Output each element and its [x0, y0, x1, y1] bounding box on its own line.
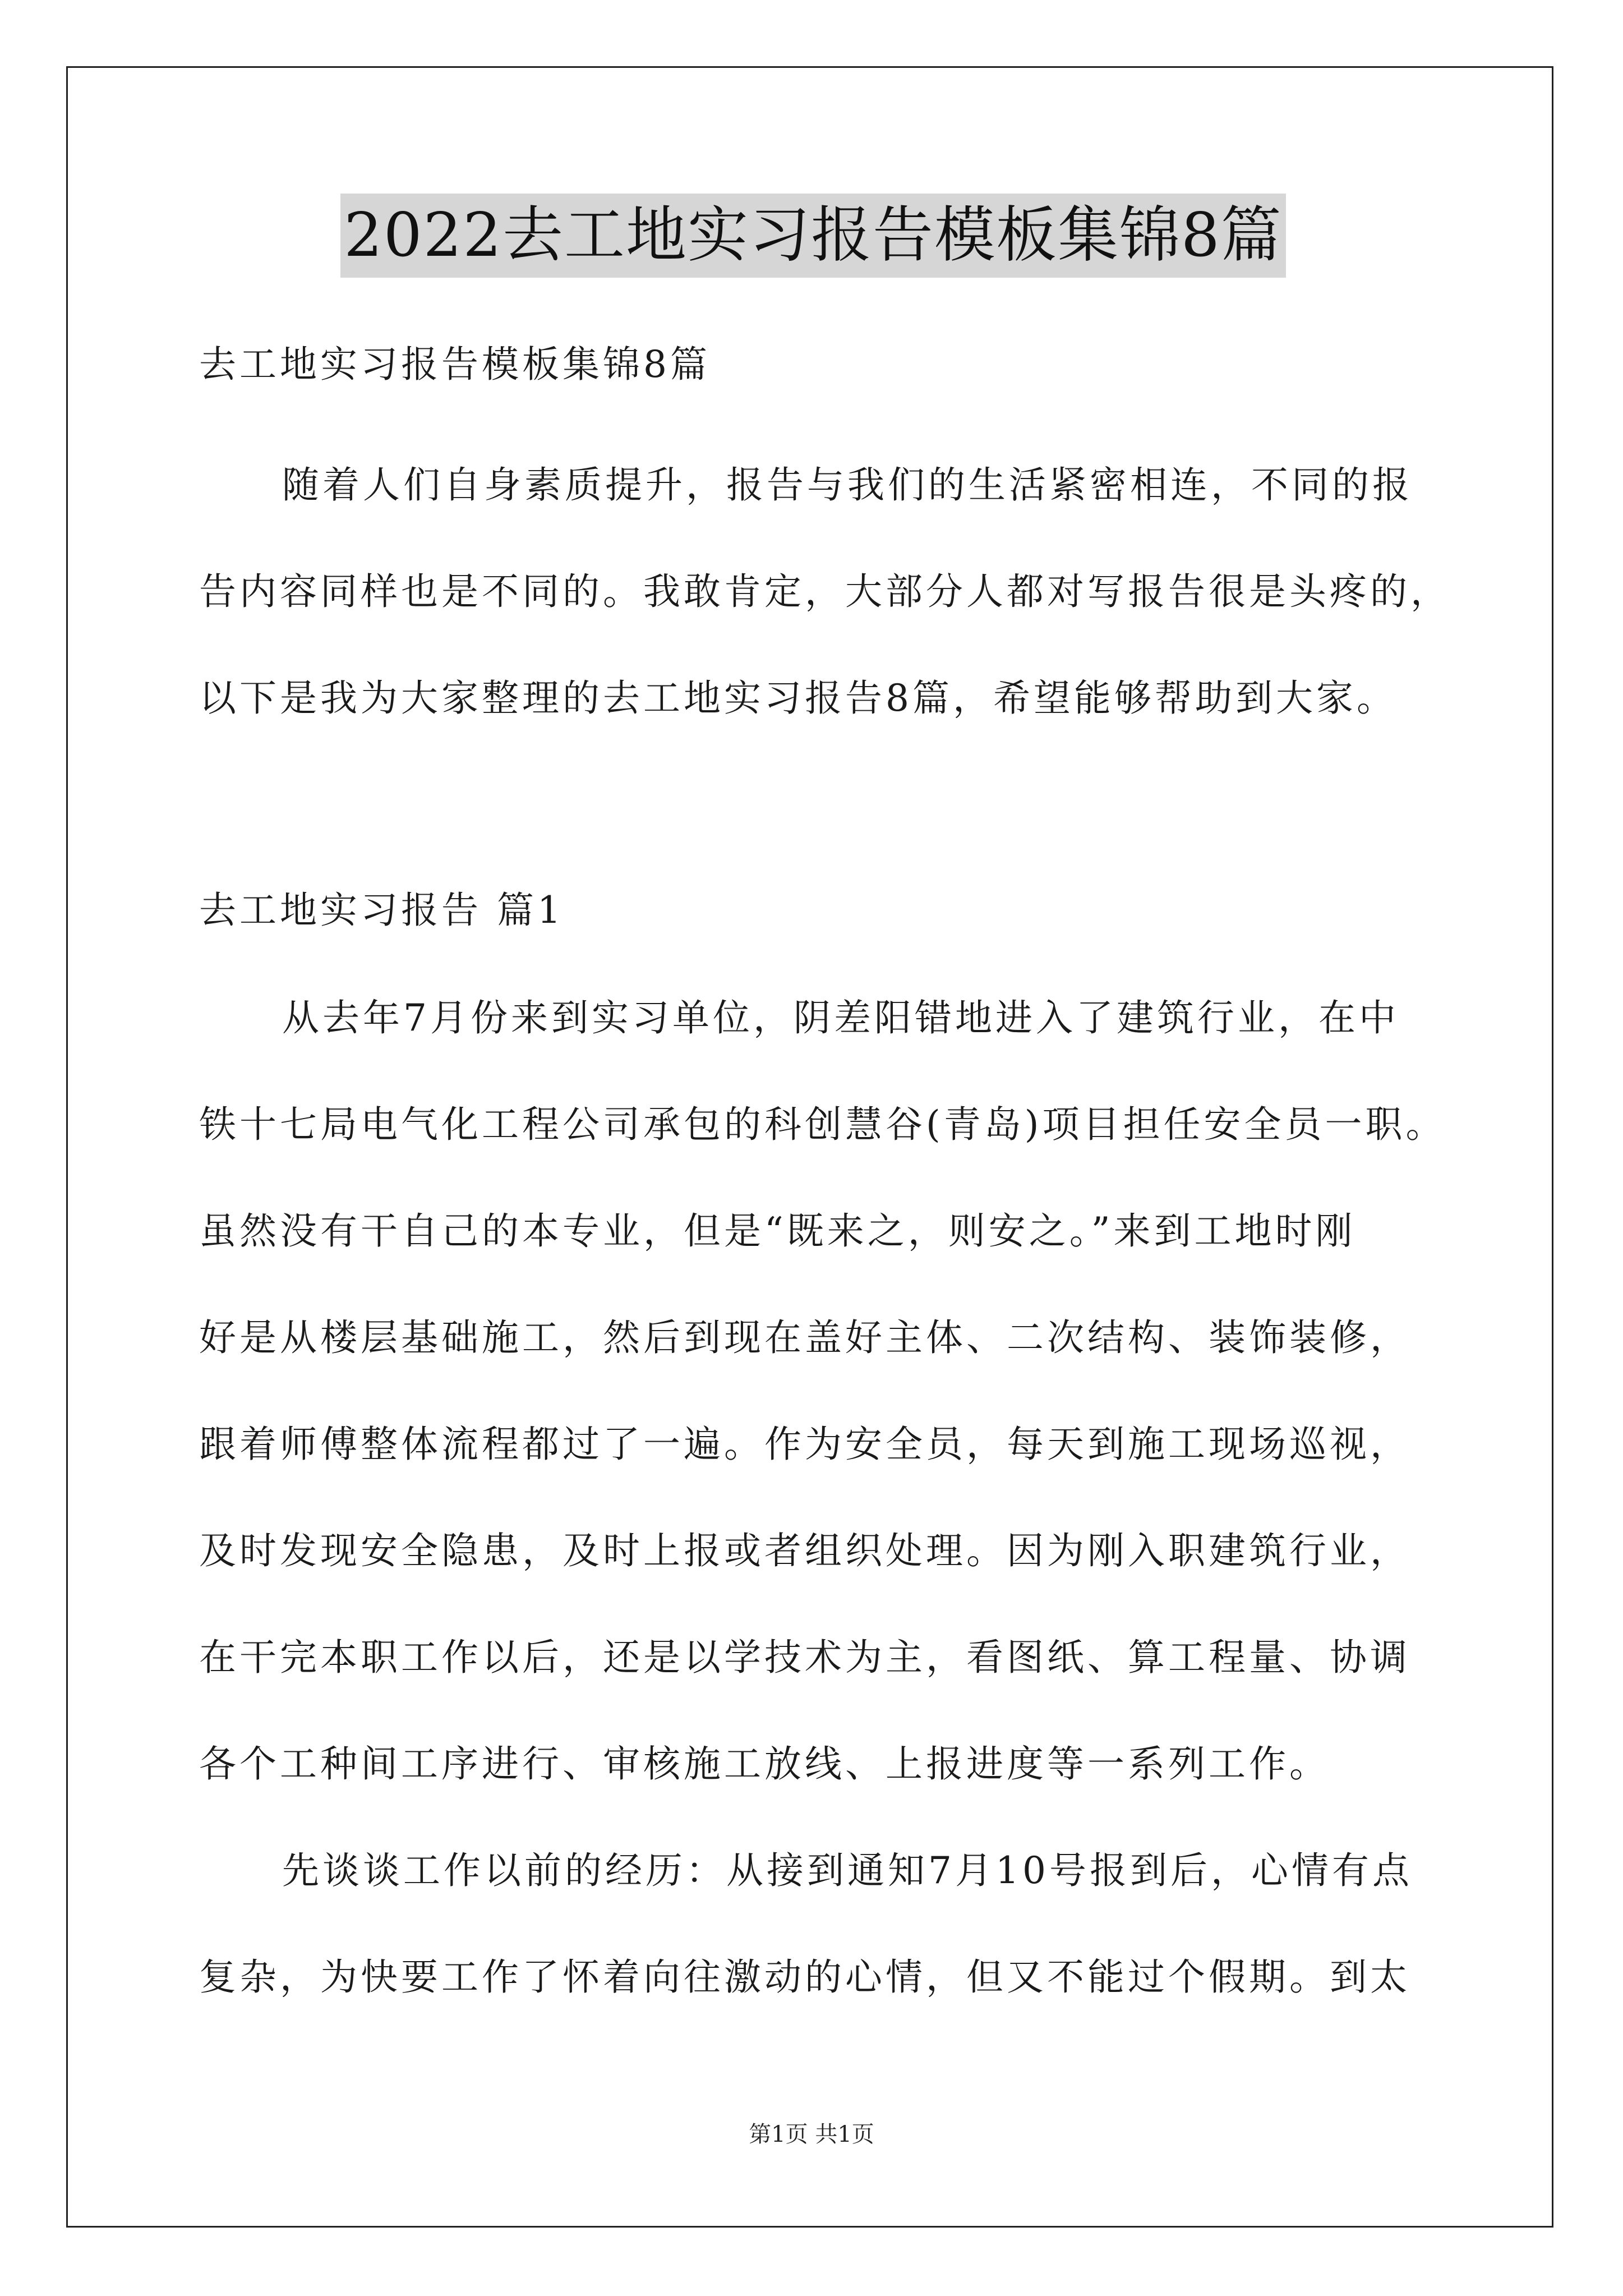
document-title: 2022去工地实习报告模板集锦8篇 — [340, 194, 1286, 278]
paragraph-line: 先谈谈工作以前的经历：从接到通知7月10号报到后，心情有点 — [282, 1849, 1413, 1892]
paragraph-line: 告内容同样也是不同的。我敢肯定，大部分人都对写报告很是头疼的， — [199, 570, 1451, 613]
document-title-wrap — [199, 194, 1427, 278]
paragraph-line: 以下是我为大家整理的去工地实习报告8篇，希望能够帮助到大家。 — [199, 677, 1397, 720]
paragraph-line: 随着人们自身素质提升，报告与我们的生活紧密相连，不同的报 — [282, 463, 1413, 507]
paragraph-line: 复杂，为快要工作了怀着向往激动的心情，但又不能过个假期。到太 — [199, 1955, 1410, 1999]
paragraph-line: 好是从楼层基础施工，然后到现在盖好主体、二次结构、装饰装修， — [199, 1316, 1410, 1359]
paragraph-line: 从去年7月份来到实习单位，阴差阳错地进入了建筑行业，在中 — [282, 996, 1399, 1039]
paragraph-line: 跟着师傅整体流程都过了一遍。作为安全员，每天到施工现场巡视， — [199, 1423, 1410, 1466]
paragraph-line: 虽然没有干自己的本专业，但是“既来之，则安之。”来到工地时刚 — [199, 1209, 1356, 1253]
paragraph-line: 各个工种间工序进行、审核施工放线、上报进度等一系列工作。 — [199, 1742, 1330, 1786]
paragraph-line: 在干完本职工作以后，还是以学技术为主，看图纸、算工程量、协调 — [199, 1636, 1410, 1679]
page-footer: 第1页 共1页 — [749, 2122, 874, 2147]
paragraph-line: 及时发现安全隐患，及时上报或者组织处理。因为刚入职建筑行业， — [199, 1529, 1410, 1572]
section-heading: 去工地实习报告 篇1 — [199, 889, 564, 932]
paragraph-line: 铁十七局电气化工程公司承包的科创慧谷(青岛)项目担任安全员一职。 — [199, 1103, 1446, 1146]
subtitle-line: 去工地实习报告模板集锦8篇 — [199, 343, 711, 386]
